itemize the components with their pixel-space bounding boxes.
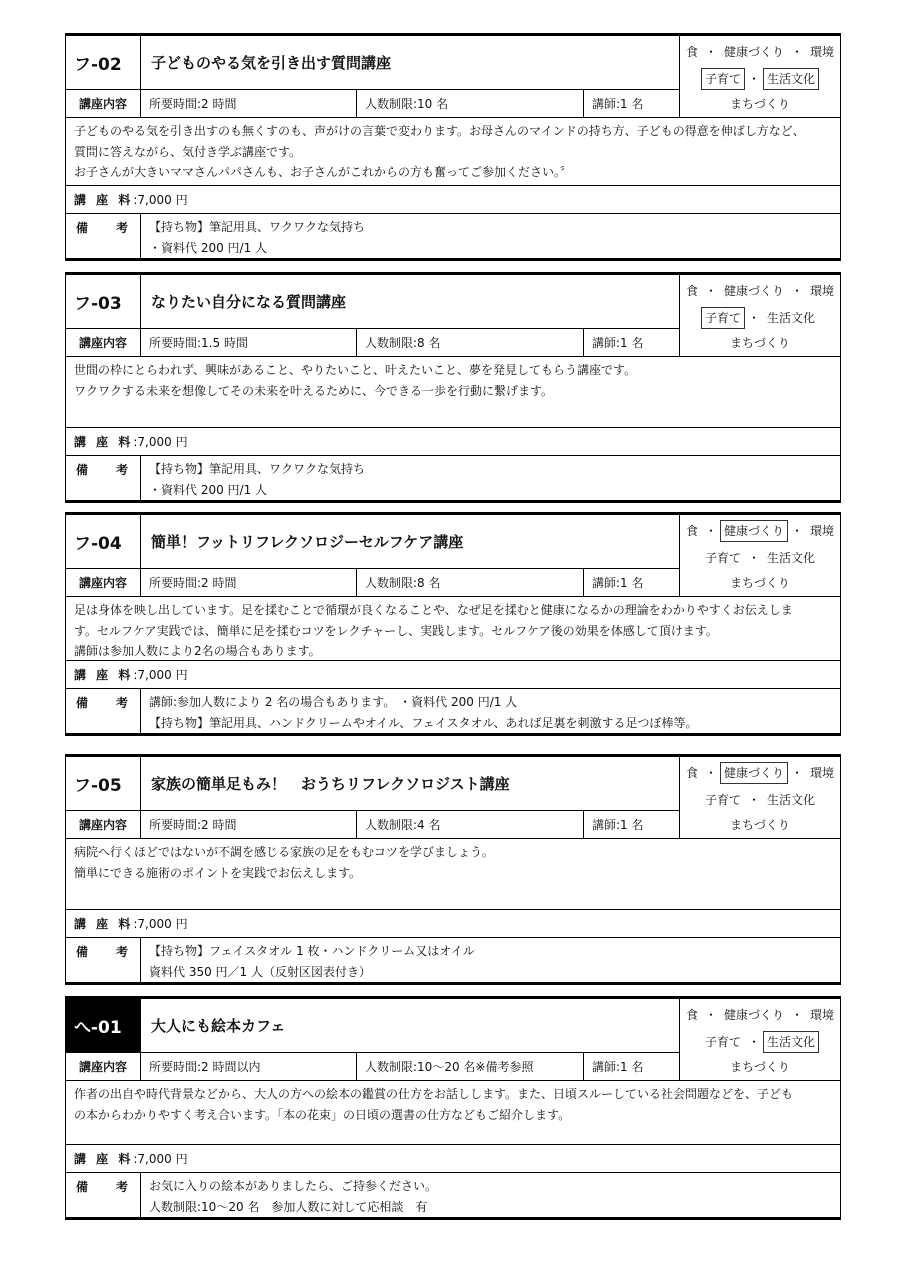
fee-label: 講 座 料 (74, 1152, 134, 1166)
course-title: 大人にも絵本カフェ (151, 1017, 286, 1035)
category-line (682, 760, 838, 787)
category-tag: 生活文化 (767, 793, 816, 807)
category-box (680, 757, 840, 838)
fee-value: :7,000 円 (133, 435, 188, 449)
lecturer-count: 講師:1 名 (592, 818, 644, 832)
category-tag: 健康づくり (720, 520, 788, 542)
separator: ・ (704, 523, 717, 538)
separator: ・ (704, 1007, 717, 1022)
duration: 所要時間:1.5 時間 (141, 329, 357, 356)
notes-text (141, 456, 840, 500)
description-line: の本からわかりやすく考え合います。「本の花束」の日頃の選書の仕方などもご紹介します。 (74, 1107, 571, 1122)
category-line (726, 93, 794, 115)
category-line (726, 332, 794, 354)
course-code: へ-01 (66, 999, 141, 1052)
description-line: 質問に答えながら、気付き学ぶ講座です。 (74, 144, 302, 159)
fee-label: 講 座 料 (74, 435, 134, 449)
separator: ・ (747, 550, 760, 565)
note-line: 資料代 350 円／1 人（反射区図表付き） (149, 964, 371, 979)
category-tag: 食 (685, 1008, 698, 1022)
separator: ・ (791, 283, 804, 298)
note-line: 【持ち物】筆記用具、ハンドクリームやオイル、フェイスタオル、あれば足裏を刺激する足つぼ棒等。 (149, 715, 698, 730)
lecturer-count: 講師:1 名 (592, 1060, 644, 1074)
notes-label-a: 備 (76, 463, 89, 477)
notes-text (141, 1173, 840, 1217)
notes-label-b: 考 (115, 696, 128, 710)
category-line (701, 787, 819, 814)
category-box (680, 36, 840, 117)
category-line (682, 39, 838, 66)
separator: ・ (791, 44, 804, 59)
content-label: 講座内容 (66, 329, 141, 356)
note-line: お気に入りの絵本がありましたら、ご持参ください。 (149, 1179, 438, 1193)
content-label: 講座内容 (66, 811, 141, 838)
description-line: 作者の出自や時代背景などから、大人の方への絵本の鑑賞の仕方をお話しします。また、日頃スルーしている社会問題などを、子ども (74, 1087, 794, 1101)
notes-row (66, 689, 840, 733)
course-header (66, 275, 840, 357)
fee-label: 講 座 料 (74, 917, 134, 931)
category-tag: 食 (685, 284, 698, 298)
category-tag: まちづくり (730, 335, 790, 350)
category-tag: まちづくり (730, 575, 790, 590)
fee-row (66, 1145, 840, 1173)
notes-text (141, 938, 840, 982)
description-line: 病院へ行くほどではないが不調を感じる家族の足をもむコツを学びましょう。 (74, 845, 495, 859)
notes-label (66, 214, 141, 258)
category-tag: 生活文化 (767, 311, 816, 325)
course-description (66, 839, 840, 910)
notes-label-b: 考 (115, 1180, 128, 1194)
note-line: 講師:参加人数により 2 名の場合もあります。 ・資料代 200 円/1 人 (149, 695, 518, 709)
notes-label (66, 1173, 141, 1217)
lecturer-count: 講師:1 名 (592, 576, 644, 590)
category-line (701, 305, 819, 332)
capacity: 人数制限:8 名 (357, 329, 584, 356)
category-tag: 生活文化 (763, 1031, 819, 1053)
course-title: 家族の簡単足もみ！ おうちリフレクソロジスト講座 (151, 775, 510, 793)
note-line: ・資料代 200 円/1 人 (149, 482, 268, 497)
course-code: フ-04 (66, 515, 141, 568)
separator: ・ (704, 283, 717, 298)
duration: 所要時間:2 時間 (141, 90, 357, 117)
description-line: 足は身体を映し出しています。足を揉むことで循環が良くなることや、なぜ足を揉むと健康になるかの理論をわかりやすくお伝えしま (74, 603, 793, 617)
note-line: 【持ち物】筆記用具、ワクワクな気持ち (149, 220, 366, 234)
category-box (680, 999, 840, 1080)
category-tag: 健康づくり (723, 1008, 784, 1022)
description-line: 簡単にできる施術のポイントを実践でお伝えします。 (74, 865, 362, 880)
capacity: 人数制限:8 名 (357, 569, 584, 596)
note-line: 【持ち物】フェイスタオル 1 枚・ハンドクリーム又はオイル (149, 944, 475, 958)
course-card (65, 996, 841, 1220)
notes-label (66, 689, 141, 733)
category-tag: まちづくり (730, 817, 790, 832)
category-line (701, 66, 819, 93)
course-header (66, 515, 840, 597)
lecturer-count: 講師:1 名 (592, 97, 644, 111)
notes-label-b: 考 (115, 945, 128, 959)
category-tag: 生活文化 (767, 551, 816, 565)
description-line: お子さんが大きいママさんパパさんも、お子さんがこれからの方も奮ってご参加ください。〞 (74, 165, 573, 179)
category-tag: 子育て (704, 551, 741, 565)
description-line: 講師は参加人数により2名の場合もあります。 (74, 644, 321, 658)
fee-row (66, 910, 840, 938)
fee-row (66, 186, 840, 214)
course-description (66, 118, 840, 186)
fee-value: :7,000 円 (133, 1152, 188, 1166)
category-line (682, 278, 838, 305)
notes-label (66, 938, 141, 982)
category-tag: 環境 (810, 45, 835, 59)
course-code: フ-02 (66, 36, 141, 89)
fee-value: :7,000 円 (133, 917, 188, 931)
note-line: 【持ち物】筆記用具、ワクワクな気持ち (149, 462, 366, 476)
content-label: 講座内容 (66, 569, 141, 596)
separator: ・ (791, 1007, 804, 1022)
course-header (66, 999, 840, 1081)
fee-value: :7,000 円 (133, 193, 188, 207)
course-description (66, 1081, 840, 1145)
separator: ・ (747, 71, 760, 86)
duration: 所要時間:2 時間 (141, 569, 357, 596)
course-title: 簡単！フットリフレクソロジーセルフケア講座 (151, 533, 464, 551)
category-tag: 健康づくり (723, 284, 784, 298)
separator: ・ (704, 44, 717, 59)
notes-label (66, 456, 141, 500)
category-tag: 子育て (701, 307, 745, 329)
notes-label-a: 備 (76, 696, 89, 710)
lecturer-count: 講師:1 名 (592, 336, 644, 350)
duration: 所要時間:2 時間 (141, 811, 357, 838)
description-line: 子どものやる気を引き出すのも無くすのも、声がけの言葉で変わります。お母さんのマインドの持ち方、子どもの得意を伸ばし方など、 (74, 124, 805, 138)
notes-row (66, 214, 840, 258)
course-description (66, 357, 840, 428)
course-code: フ-05 (66, 757, 141, 810)
course-title: 子どものやる気を引き出す質問講座 (151, 54, 392, 72)
notes-row (66, 456, 840, 500)
content-label: 講座内容 (66, 90, 141, 117)
category-line (701, 1029, 819, 1056)
fee-label: 講 座 料 (74, 668, 134, 682)
category-tag: 環境 (810, 1008, 835, 1022)
capacity: 人数制限:10～20 名※備考参照 (357, 1053, 584, 1080)
description-line: す。セルフケア実践では、簡単に足を揉むコツをレクチャーし、実践します。セルフケア後の効果を体感して頂けます。 (74, 623, 718, 638)
notes-label-a: 備 (76, 945, 89, 959)
course-card (65, 512, 841, 736)
category-line (682, 518, 838, 545)
notes-label-b: 考 (115, 463, 128, 477)
fee-row (66, 428, 840, 456)
category-tag: まちづくり (730, 1059, 790, 1074)
course-header (66, 757, 840, 839)
category-tag: 食 (685, 766, 698, 780)
content-label: 講座内容 (66, 1053, 141, 1080)
separator: ・ (704, 765, 717, 780)
category-line (701, 545, 819, 572)
category-line (726, 814, 794, 836)
separator: ・ (791, 765, 804, 780)
category-tag: 生活文化 (763, 68, 819, 90)
capacity: 人数制限:4 名 (357, 811, 584, 838)
course-card (65, 33, 841, 261)
note-line: ・資料代 200 円/1 人 (149, 240, 268, 255)
category-tag: 子育て (701, 68, 745, 90)
course-header (66, 36, 840, 118)
duration: 所要時間:2 時間以内 (141, 1053, 357, 1080)
notes-label-b: 考 (115, 221, 128, 235)
category-tag: 環境 (810, 524, 835, 538)
course-description (66, 597, 840, 661)
notes-row (66, 1173, 840, 1217)
fee-value: :7,000 円 (133, 668, 188, 682)
capacity: 人数制限:10 名 (357, 90, 584, 117)
fee-row (66, 661, 840, 689)
notes-label-a: 備 (76, 221, 89, 235)
category-box (680, 275, 840, 356)
category-tag: 食 (685, 524, 698, 538)
category-tag: 健康づくり (720, 762, 788, 784)
course-code: フ-03 (66, 275, 141, 328)
notes-text (141, 214, 840, 258)
category-line (726, 572, 794, 594)
notes-label-a: 備 (76, 1180, 89, 1194)
notes-row (66, 938, 840, 982)
notes-text (141, 689, 840, 733)
category-tag: 子育て (704, 793, 741, 807)
note-line: 人数制限:10～20 名 参加人数に対して応相談 有 (149, 1199, 428, 1214)
course-title: なりたい自分になる質問講座 (151, 293, 347, 311)
category-box (680, 515, 840, 596)
fee-label: 講 座 料 (74, 193, 134, 207)
category-tag: 環境 (810, 284, 835, 298)
category-tag: 食 (685, 45, 698, 59)
separator: ・ (747, 310, 760, 325)
course-card (65, 754, 841, 985)
category-tag: 環境 (810, 766, 835, 780)
category-tag: 子育て (704, 1035, 741, 1049)
category-tag: まちづくり (730, 96, 790, 111)
category-tag: 健康づくり (723, 45, 784, 59)
separator: ・ (791, 523, 804, 538)
description-line: ワクワクする未来を想像してその未来を叶えるために、今できる一歩を行動に繋げます。 (74, 383, 554, 398)
separator: ・ (747, 1034, 760, 1049)
course-card (65, 272, 841, 503)
category-line (682, 1002, 838, 1029)
description-line: 世間の枠にとらわれず、興味があること、やりたいこと、叶えたいこと、夢を発見してもらう講座です。 (74, 363, 637, 377)
category-line (726, 1056, 794, 1078)
separator: ・ (747, 792, 760, 807)
